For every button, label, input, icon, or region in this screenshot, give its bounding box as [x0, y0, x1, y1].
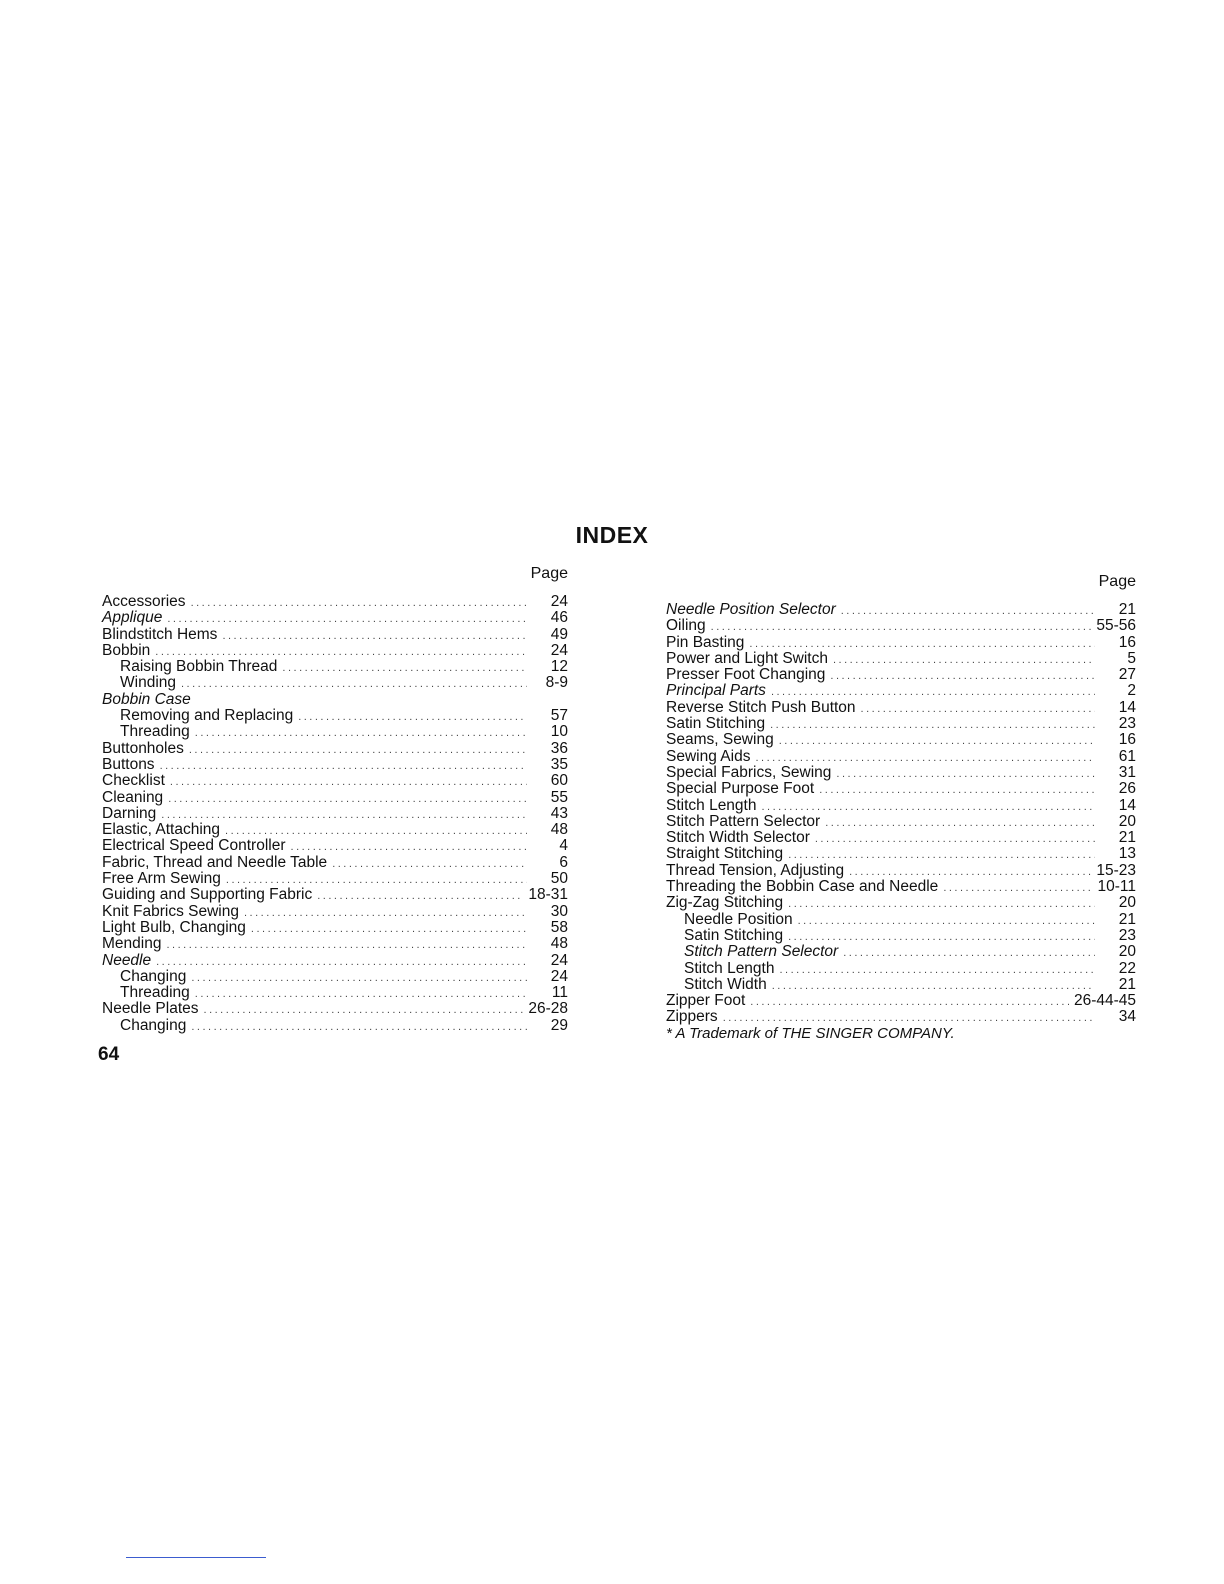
entry-label: Knit Fabrics Sewing: [102, 902, 239, 920]
dot-leader: [195, 725, 527, 741]
index-entry: [666, 667, 1136, 683]
entry-label: Buttons: [102, 755, 155, 773]
entry-label: Bobbin Case: [102, 690, 191, 708]
dot-leader: [750, 994, 1069, 1010]
index-subentry: [102, 985, 568, 1001]
dot-leader: [222, 628, 527, 644]
entry-page-number: 20: [1118, 943, 1136, 961]
entry-label: Blindstitch Hems: [102, 625, 218, 643]
trademark-footnote: * A Trademark of THE SINGER COMPANY.: [666, 1024, 955, 1042]
index-entry: [666, 716, 1136, 732]
entry-label: Straight Stitching: [666, 845, 784, 863]
entry-page-number: 48: [550, 935, 568, 953]
index-entry: [102, 790, 568, 806]
dot-leader: [836, 766, 1095, 782]
entry-page-number: 5: [1127, 649, 1136, 667]
entry-page-number: 21: [1118, 975, 1136, 993]
index-subentry: [102, 659, 568, 675]
dot-leader: [943, 880, 1092, 896]
entry-page-number: 55: [550, 788, 568, 806]
index-entry: [666, 651, 1136, 667]
entry-page-number: 21: [1118, 829, 1136, 847]
dot-leader: [819, 782, 1095, 798]
entry-page-number: 30: [550, 902, 568, 920]
index-entry: [666, 635, 1136, 651]
dot-leader: [788, 896, 1095, 912]
entry-page-number: 2: [1127, 682, 1136, 700]
index-entry: [102, 741, 568, 757]
entry-label: Guiding and Supporting Fabric: [102, 886, 313, 904]
index-entry: [102, 871, 568, 887]
index-subentry: [666, 928, 1136, 944]
dot-leader: [772, 978, 1095, 994]
dot-leader: [251, 921, 527, 937]
index-entry: [666, 700, 1136, 716]
index-entry: [666, 683, 1136, 699]
dot-leader: [298, 709, 527, 725]
entry-label: Needle Position Selector: [666, 601, 836, 618]
entry-page-number: 29: [550, 1016, 568, 1034]
entry-page-number: 46: [550, 609, 568, 627]
entry-page-number: 8-9: [545, 674, 568, 692]
entry-page-number: 12: [550, 658, 568, 676]
dot-leader: [815, 831, 1095, 847]
dot-leader: [170, 774, 527, 790]
entry-label: Darning: [102, 804, 157, 822]
index-entry: [102, 806, 568, 822]
entry-label: Bobbin: [102, 641, 151, 659]
entry-page-number: 10-11: [1097, 878, 1136, 896]
index-entry: [102, 610, 568, 626]
page-number: 64: [98, 1044, 120, 1065]
index-entry: [102, 627, 568, 643]
entry-label: Satin Stitching: [684, 926, 784, 944]
entry-page-number: 23: [1118, 715, 1136, 733]
entry-label: Thread Tension, Adjusting: [666, 861, 845, 879]
index-entry: [102, 594, 568, 610]
entry-page-number: 11: [551, 984, 568, 1002]
dot-leader: [195, 986, 527, 1002]
entry-page-number: 21: [1118, 601, 1136, 618]
entry-label: Checklist: [102, 772, 165, 790]
index-subentry: [666, 944, 1136, 960]
entry-page-number: 58: [550, 918, 568, 936]
dot-leader: [825, 815, 1095, 831]
dot-leader: [861, 701, 1095, 717]
dot-leader: [191, 970, 527, 986]
entry-label: Applique: [102, 609, 163, 627]
index-entry: [102, 855, 568, 871]
dot-leader: [770, 717, 1095, 733]
index-entry: [666, 602, 1136, 618]
entry-label: Stitch Pattern Selector: [684, 943, 839, 961]
entry-page-number: 27: [1118, 666, 1136, 684]
entry-label: Stitch Width: [684, 975, 767, 993]
entry-label: Seams, Sewing: [666, 731, 774, 749]
index-entry: [102, 757, 568, 773]
dot-leader: [166, 937, 527, 953]
entry-page-number: 26-44-45: [1073, 992, 1136, 1010]
index-entry: [666, 749, 1136, 765]
entry-label: Threading the Bobbin Case and Needle: [666, 878, 939, 896]
entry-page-number: 34: [1118, 1008, 1136, 1026]
index-entry: [102, 692, 568, 708]
entry-page-number: 24: [550, 593, 568, 610]
dot-leader: [833, 652, 1095, 668]
entry-label: Needle Position: [684, 910, 793, 928]
dot-leader: [160, 758, 527, 774]
entry-label: Raising Bobbin Thread: [120, 658, 278, 676]
index-entry: [666, 993, 1136, 1009]
entry-page-number: 24: [550, 641, 568, 659]
entry-label: Presser Foot Changing: [666, 666, 826, 684]
dot-leader: [167, 611, 527, 627]
index-subentry: [102, 708, 568, 724]
dot-leader: [779, 962, 1095, 978]
entry-label: Fabric, Thread and Needle Table: [102, 853, 328, 871]
index-entry: [102, 773, 568, 789]
index-column-right: [666, 572, 1136, 1042]
dot-leader: [830, 668, 1095, 684]
dot-leader: [168, 791, 527, 807]
index-subentry: [666, 912, 1136, 928]
dot-leader: [191, 595, 527, 611]
dot-leader: [204, 1002, 524, 1018]
index-entry: [666, 618, 1136, 634]
index-entry: [102, 953, 568, 969]
entry-label: Reverse Stitch Push Button: [666, 698, 856, 716]
index-entry: [102, 1001, 568, 1017]
entry-page-number: 26-28: [528, 1000, 568, 1018]
entry-label: Stitch Length: [666, 796, 757, 814]
entry-label: Zig-Zag Stitching: [666, 894, 784, 912]
entry-page-number: 50: [550, 870, 568, 888]
index-entry: [102, 643, 568, 659]
dot-leader: [191, 1019, 527, 1035]
index-column-left: [102, 564, 568, 1034]
index-entry: [666, 765, 1136, 781]
entry-label: Threading: [120, 723, 190, 741]
entry-label: Satin Stitching: [666, 715, 766, 733]
entry-page-number: 20: [1118, 894, 1136, 912]
dot-leader: [779, 733, 1095, 749]
entry-label: Buttonholes: [102, 739, 184, 757]
entry-label: Removing and Replacing: [120, 707, 294, 725]
index-entry: [102, 822, 568, 838]
entry-label: Stitch Length: [684, 959, 775, 977]
entry-label: Oiling: [666, 617, 706, 635]
page-title: INDEX: [575, 522, 649, 548]
bottom-rule: [126, 1557, 266, 1558]
entry-page-number: 16: [1118, 731, 1136, 749]
entry-label: Stitch Width Selector: [666, 829, 810, 847]
entry-page-number: 61: [1118, 747, 1136, 765]
entry-label: Accessories: [102, 593, 186, 610]
entry-page-number: 23: [1118, 926, 1136, 944]
entry-page-number: 21: [1118, 910, 1136, 928]
entry-label: Stitch Pattern Selector: [666, 812, 821, 830]
entry-page-number: 36: [550, 739, 568, 757]
dot-leader: [332, 856, 527, 872]
entry-page-number: 16: [1118, 633, 1136, 651]
entry-page-number: 10: [550, 723, 568, 741]
entry-label: Elastic, Attaching: [102, 821, 221, 839]
index-entry: [666, 798, 1136, 814]
entry-label: Zippers: [666, 1008, 718, 1026]
index-entry: [666, 814, 1136, 830]
entry-label: Threading: [120, 984, 190, 1002]
index-entry: [102, 838, 568, 854]
index-entry: [666, 830, 1136, 846]
entry-page-number: 60: [550, 772, 568, 790]
entry-page-number: 13: [1118, 845, 1136, 863]
entry-label: Pin Basting: [666, 633, 745, 651]
entry-page-number: 43: [550, 804, 568, 822]
entry-page-number: 14: [1118, 698, 1136, 716]
index-entry: [666, 781, 1136, 797]
entry-label: Special Purpose Foot: [666, 780, 815, 798]
entry-label: Power and Light Switch: [666, 649, 828, 667]
dot-leader: [189, 742, 527, 758]
entry-label: Special Fabrics, Sewing: [666, 763, 832, 781]
entry-page-number: 49: [550, 625, 568, 643]
dot-leader: [317, 888, 523, 904]
page-column-header: Page: [530, 565, 568, 582]
entry-page-number: 35: [550, 755, 568, 773]
dot-leader: [181, 676, 527, 692]
dot-leader: [156, 954, 527, 970]
page-column-header: Page: [1098, 573, 1136, 590]
entry-label: Changing: [120, 967, 187, 985]
entry-label: Cleaning: [102, 788, 164, 806]
entry-page-number: 55-56: [1096, 617, 1136, 635]
dot-leader: [798, 913, 1095, 929]
index-entry: [666, 863, 1136, 879]
dot-leader: [711, 619, 1092, 635]
dot-leader: [843, 945, 1095, 961]
entry-label: Principal Parts: [666, 682, 766, 700]
index-subentry: [102, 724, 568, 740]
index-subentry: [102, 969, 568, 985]
entry-page-number: 24: [550, 951, 568, 969]
index-entry-list: [666, 602, 1136, 1026]
dot-leader: [282, 660, 527, 676]
index-subentry: [102, 675, 568, 691]
index-subentry: [666, 961, 1136, 977]
entry-page-number: 22: [1118, 959, 1136, 977]
index-entry: [666, 895, 1136, 911]
entry-page-number: 31: [1118, 763, 1136, 781]
index-entry: [666, 1009, 1136, 1025]
index-entry: [102, 936, 568, 952]
entry-page-number: 26: [1118, 780, 1136, 798]
dot-leader: [244, 905, 527, 921]
entry-page-number: 14: [1118, 796, 1136, 814]
index-entry: [102, 920, 568, 936]
index-entry-list: [102, 594, 568, 1034]
entry-label: Winding: [120, 674, 176, 692]
entry-label: Light Bulb, Changing: [102, 918, 246, 936]
entry-label: Free Arm Sewing: [102, 870, 221, 888]
entry-label: Mending: [102, 935, 162, 953]
index-entry: [666, 846, 1136, 862]
index-subentry: [102, 1018, 568, 1034]
entry-label: Changing: [120, 1016, 187, 1034]
index-entry: [666, 732, 1136, 748]
index-entry: [102, 904, 568, 920]
entry-page-number: 48: [550, 821, 568, 839]
entry-label: Needle: [102, 951, 152, 969]
entry-page-number: 20: [1118, 812, 1136, 830]
entry-label: Electrical Speed Controller: [102, 837, 286, 855]
entry-page-number: 6: [559, 853, 568, 871]
index-subentry: [666, 977, 1136, 993]
entry-label: Zipper Foot: [666, 992, 746, 1010]
entry-page-number: 4: [559, 837, 568, 855]
entry-page-number: 24: [550, 967, 568, 985]
entry-label: Needle Plates: [102, 1000, 199, 1018]
entry-page-number: 18-31: [528, 886, 568, 904]
entry-page-number: 57: [550, 707, 568, 725]
entry-label: Sewing Aids: [666, 747, 751, 765]
index-entry: [666, 879, 1136, 895]
entry-page-number: 15-23: [1096, 861, 1136, 879]
dot-leader: [841, 603, 1095, 619]
index-entry: [102, 887, 568, 903]
